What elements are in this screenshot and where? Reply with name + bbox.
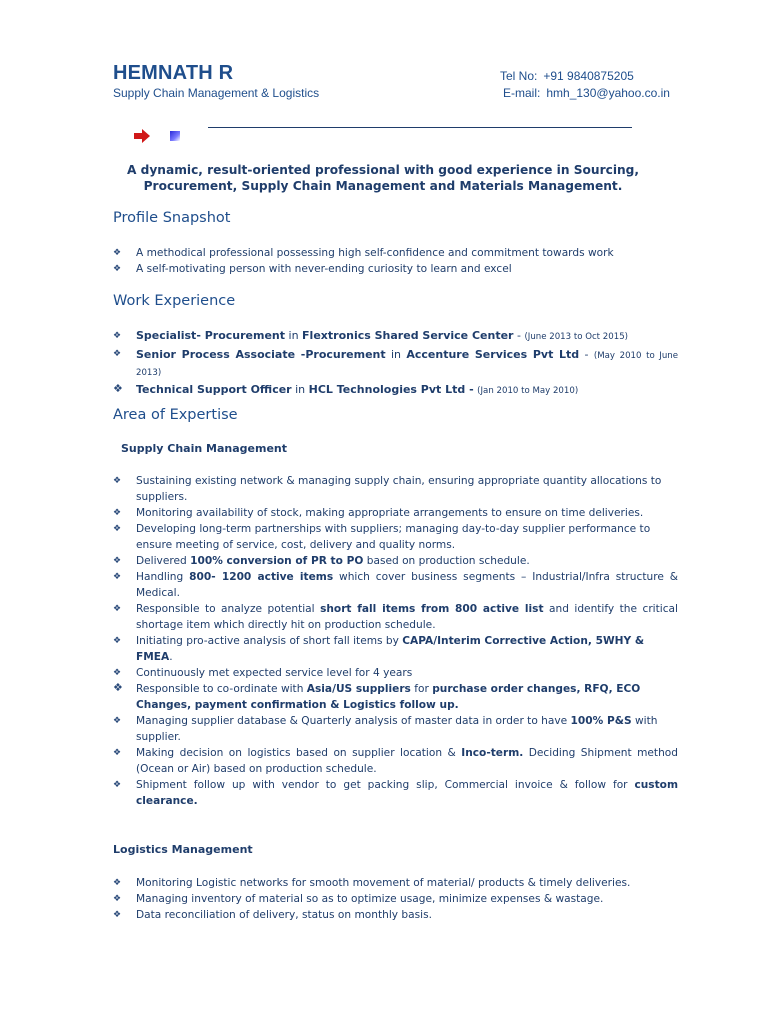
diamond-bullet-icon: ❖: [113, 681, 123, 694]
diamond-bullet-icon: ❖: [113, 716, 122, 726]
diamond-bullet-icon: ❖: [113, 524, 122, 534]
list-item: ❖ Handling 800- 1200 active items which cover business segments – Industrial/Infra structure & Medical.: [113, 571, 678, 599]
diamond-bullet-icon: ❖: [113, 604, 122, 614]
profile-list: [113, 245, 678, 277]
phone-row: [500, 68, 670, 85]
header-divider: [208, 127, 632, 128]
diamond-bullet-icon: ❖: [113, 636, 122, 646]
list-item: ❖ Monitoring availability of stock, making appropriate arrangements to ensure on time deliveries.: [113, 507, 644, 519]
email-row: [503, 85, 670, 102]
list-item: ❖ Technical Support Officer in HCL Technologies Pvt Ltd - (Jan 2010 to May 2010): [113, 382, 579, 396]
diamond-bullet-icon: ❖: [113, 878, 122, 888]
diamond-bullet-icon: ❖: [113, 331, 122, 341]
list-item: ❖ Monitoring Logistic networks for smooth movement of material/ products & timely deliveries.: [113, 877, 631, 889]
scm-subheading: Supply Chain Management: [121, 442, 287, 455]
diamond-bullet-icon: ❖: [113, 556, 122, 566]
diamond-bullet-icon: ❖: [113, 780, 122, 790]
list-item: ❖ Specialist- Procurement in Flextronics Shared Service Center - (June 2013 to Oct 2015): [113, 329, 629, 342]
diamond-bullet-icon: ❖: [113, 508, 122, 518]
diamond-bullet-icon: ❖: [113, 668, 122, 678]
phone-value: +91 9840875205: [543, 69, 634, 83]
scm-list: [113, 473, 678, 809]
list-item: ❖ Data reconciliation of delivery, status on monthly basis.: [113, 909, 432, 921]
candidate-name: HEMNATH R: [113, 62, 234, 84]
list-item: ❖ Managing inventory of material so as to optimize usage, minimize expenses & wastage.: [113, 893, 604, 905]
list-item: ❖ Responsible to analyze potential short fall items from 800 active list and identify the critical shortage item which directly hit on production schedule.: [113, 603, 678, 631]
diamond-bullet-icon: ❖: [113, 572, 122, 582]
list-item: ❖ Continuously met expected service level for 4 years: [113, 667, 413, 679]
contact-block: [500, 68, 670, 102]
work-list: [113, 328, 678, 399]
list-item: ❖ Delivered 100% conversion of PR to PO based on production schedule.: [113, 555, 530, 567]
diamond-bullet-icon: ❖: [113, 894, 122, 904]
list-item: ❖ Developing long-term partnerships with suppliers; managing day-to-day supplier performance to ensure meeting of service, cost, delivery and quality norms.: [113, 523, 651, 551]
list-item: ❖ Senior Process Associate -Procurement in Accenture Services Pvt Ltd - (May 2010 to June 2013): [113, 348, 679, 378]
red-arrow-icon: [134, 129, 150, 143]
profile-heading: Profile Snapshot: [113, 210, 231, 226]
expertise-heading: Area of Expertise: [113, 407, 238, 423]
list-item: ❖ Initiating pro-active analysis of short fall items by CAPA/Interim Corrective Action, 5WHY & FMEA.: [113, 635, 645, 663]
phone-label: Tel No:: [500, 69, 538, 83]
diamond-bullet-icon: ❖: [113, 264, 122, 274]
list-item: ❖ Responsible to co-ordinate with Asia/US suppliers for purchase order changes, RFQ, ECO Changes, payment confirmation & Logistics follow up.: [113, 681, 641, 711]
diamond-bullet-icon: ❖: [113, 748, 122, 758]
diamond-bullet-icon: ❖: [113, 476, 122, 486]
diamond-bullet-icon: ❖: [113, 382, 123, 395]
blue-square-icon: [170, 131, 180, 141]
logistics-list: [113, 875, 678, 923]
work-heading: Work Experience: [113, 293, 236, 309]
list-item: ❖ Making decision on logistics based on supplier location & Inco-term. Deciding Shipment method (Ocean or Air) based on production schedule.: [113, 747, 678, 775]
email-label: E-mail:: [503, 86, 541, 100]
list-item: ❖ Shipment follow up with vendor to get packing slip, Commercial invoice & follow for custom clearance.: [113, 779, 678, 807]
list-item: ❖ A methodical professional possessing high self-confidence and commitment towards work: [113, 247, 614, 259]
list-item: ❖ Managing supplier database & Quarterly analysis of master data in order to have 100% P&S with supplier.: [113, 715, 658, 743]
email-value[interactable]: hmh_130@yahoo.co.in: [546, 86, 670, 100]
diamond-bullet-icon: ❖: [113, 248, 122, 258]
objective-statement: A dynamic, result-oriented professional with good experience in Sourcing, Procurement, Supply Chain Management and Materials Management.: [126, 163, 640, 193]
logistics-subheading: Logistics Management: [113, 843, 253, 856]
list-item: ❖ Sustaining existing network & managing supply chain, ensuring appropriate quantity allocations to suppliers.: [113, 475, 662, 503]
diamond-bullet-icon: ❖: [113, 349, 122, 359]
candidate-subtitle: Supply Chain Management & Logistics: [113, 86, 320, 100]
diamond-bullet-icon: ❖: [113, 910, 122, 920]
list-item: ❖ A self-motivating person with never-ending curiosity to learn and excel: [113, 263, 512, 275]
